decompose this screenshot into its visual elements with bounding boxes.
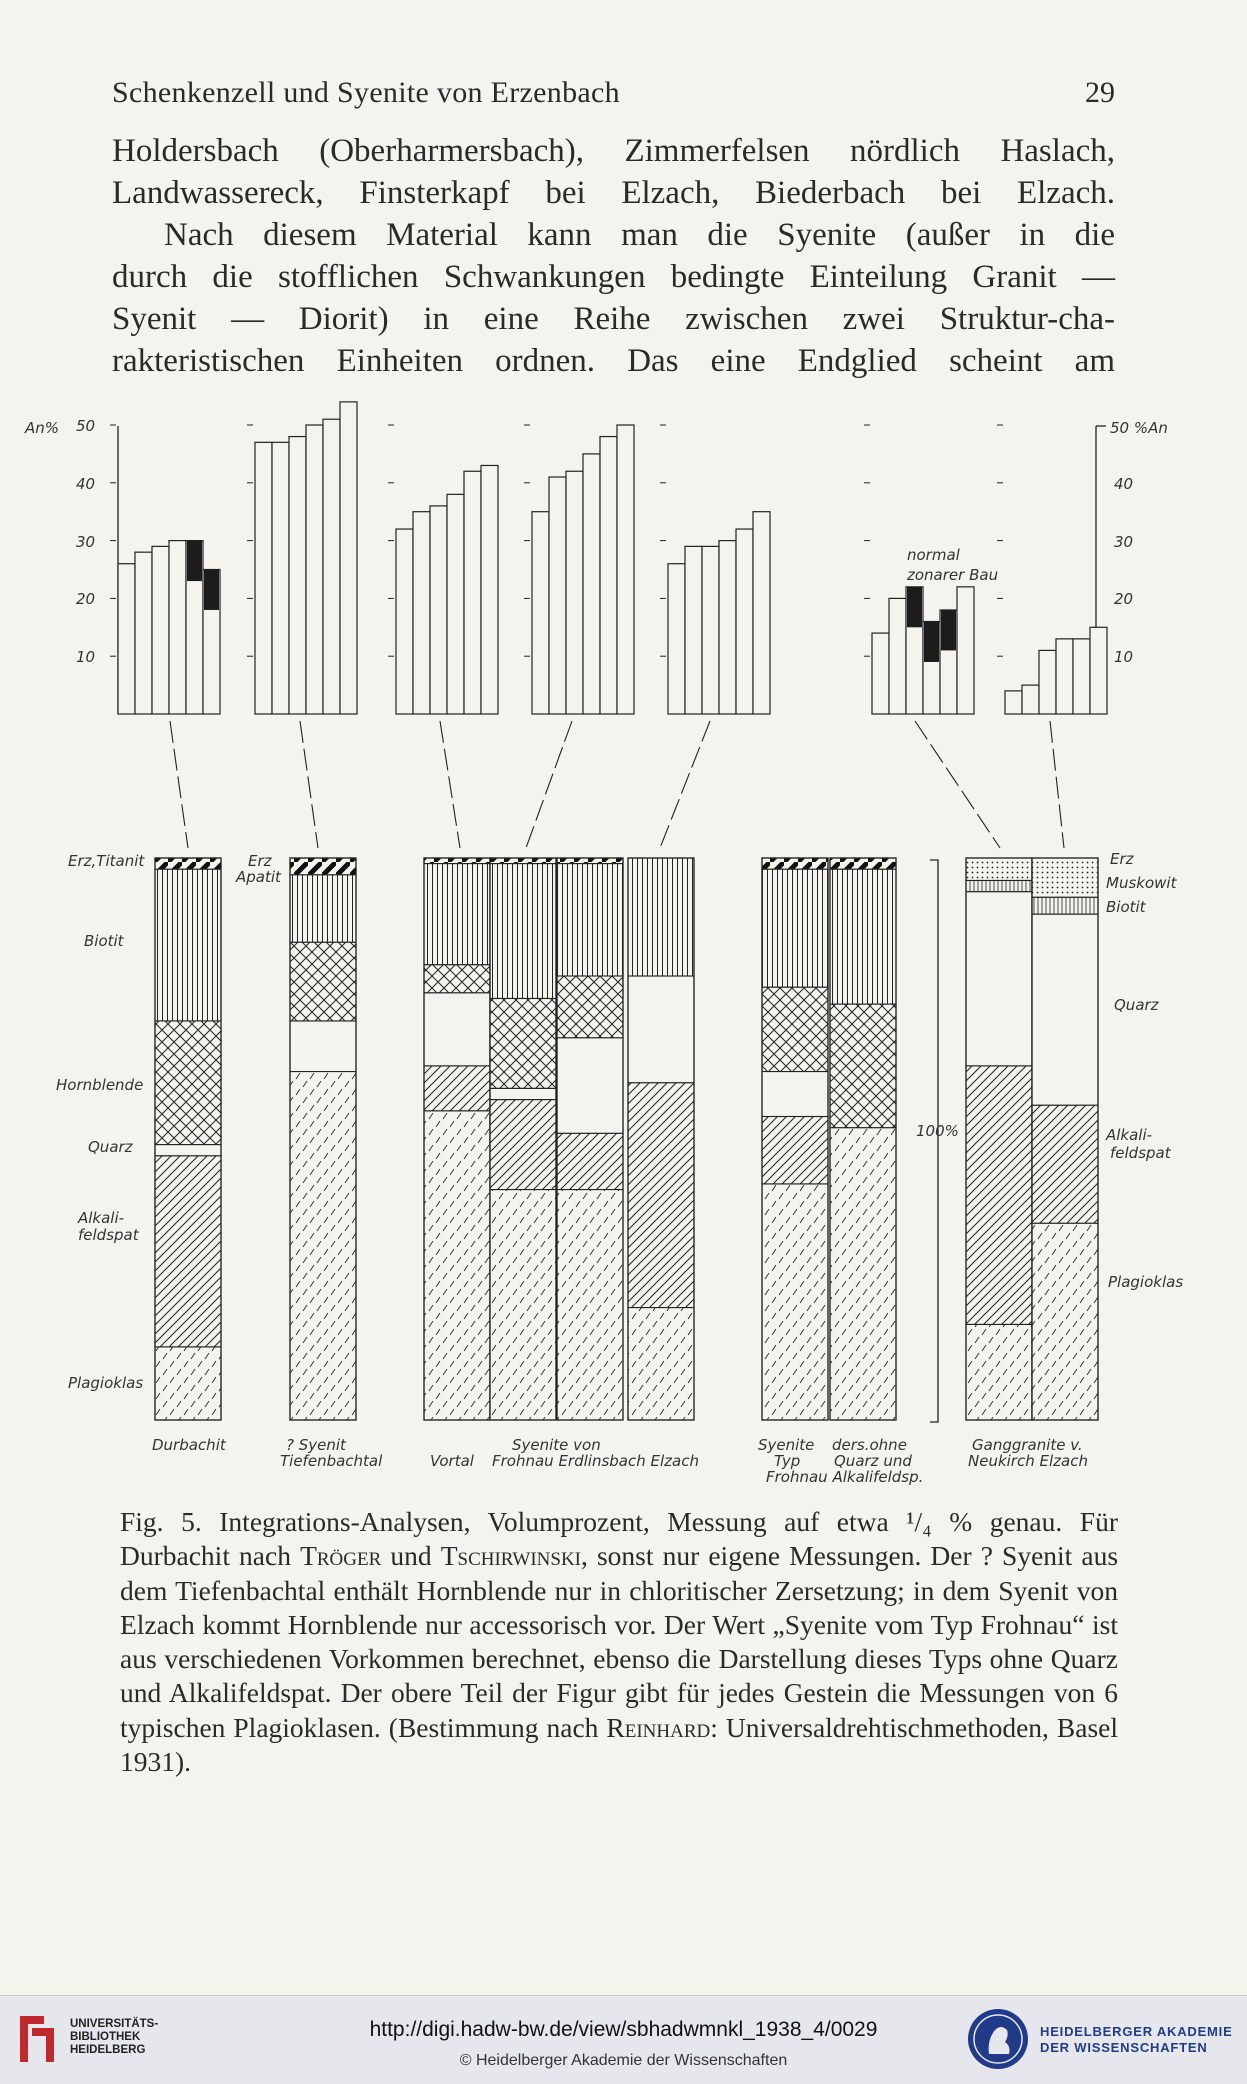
plagioclase-bar — [617, 425, 634, 714]
group-label-vortal: Vortal — [430, 1452, 474, 1470]
top-axis-left-unit: An% — [25, 419, 60, 437]
mineral-segment — [557, 1038, 623, 1134]
label-apatit: Apatit — [236, 868, 281, 886]
zoning-fill — [907, 587, 922, 627]
zoning-fill — [187, 541, 202, 581]
mineral-segment — [762, 858, 828, 869]
mineral-segment — [155, 1021, 221, 1145]
connector-line — [1050, 721, 1064, 848]
mineral-segment — [424, 864, 490, 965]
plagioclase-bar — [1056, 639, 1073, 714]
mineral-segment — [762, 869, 828, 987]
label-erz: Erz — [248, 852, 272, 870]
plagioclase-bar — [872, 633, 889, 714]
mineral-segment — [424, 1111, 490, 1420]
mineral-segment — [762, 1184, 828, 1420]
plagioclase-bar — [272, 442, 289, 714]
label-100-percent: 100% — [916, 1122, 959, 1140]
mineral-segment — [424, 965, 490, 993]
connector-line — [526, 721, 572, 848]
label-erz-titanit: Erz,Titanit — [68, 852, 145, 870]
plagioclase-bar — [600, 437, 617, 714]
running-title: Schenkenzell und Syenite von Erzenbach — [112, 76, 620, 109]
mineral-segment — [490, 1100, 556, 1190]
mineral-segment — [490, 999, 556, 1089]
connector-line — [915, 721, 1000, 848]
tick-right-20: 20 — [1114, 590, 1134, 608]
tick-30: 30 — [76, 533, 96, 551]
caption-end: : Universaldrehtischmethoden, Basel 1931). — [120, 1711, 1118, 1778]
mineral-segment — [762, 987, 828, 1071]
plagioclase-bar — [719, 541, 736, 714]
page-number: 29 — [1085, 76, 1115, 109]
body-line: durch die stofflichen Schwankungen bedingte Einteilung Granit — — [112, 259, 1115, 295]
library-name: UNIVERSITÄTS- BIBLIOTHEK HEIDELBERG — [70, 2018, 159, 2056]
author-troeger: Tröger — [300, 1540, 382, 1572]
plagioclase-bar — [481, 465, 498, 714]
plagioclase-bar — [1090, 627, 1107, 714]
tick-right-30: 30 — [1114, 533, 1134, 551]
plagioclase-bar — [1039, 650, 1056, 714]
viewer-footer — [0, 1995, 1247, 2084]
plagioclase-bar — [464, 471, 481, 714]
label-right-erz: Erz — [1110, 850, 1134, 868]
mineral-segment — [290, 1072, 356, 1420]
plagioclase-bar — [702, 546, 719, 714]
zoning-fill — [924, 622, 939, 662]
mineral-segment — [290, 858, 356, 875]
mineral-segment — [830, 858, 896, 869]
group-label-tiefenbachtal: Tiefenbachtal — [280, 1452, 383, 1470]
label-alkali: Alkali- — [78, 1209, 125, 1227]
mineral-segment — [762, 1072, 828, 1117]
plagioclase-bar — [549, 477, 566, 714]
annotation-zonar: zonarer Bau — [907, 566, 999, 584]
mineral-segment — [1032, 897, 1098, 914]
plagioclase-bar — [668, 564, 685, 714]
group-label-syenit-q: ? Syenit — [286, 1436, 346, 1454]
group-label-typ: Typ — [774, 1452, 801, 1470]
mineral-segment — [490, 1088, 556, 1099]
mineral-segment — [557, 1190, 623, 1420]
plagioclase-bar — [430, 506, 447, 714]
body-line: Landwassereck, Finsterkapf bei Elzach, Biederbach bei Elzach. — [112, 175, 1115, 211]
caption-line-2b: , sonst nur eigene — [581, 1540, 781, 1572]
plagioclase-bar — [323, 419, 340, 714]
mineral-segment — [155, 1156, 221, 1347]
zoning-fill — [941, 610, 956, 650]
mineral-segment — [628, 1308, 694, 1420]
label-feldspat: feldspat — [78, 1226, 139, 1244]
body-line: Nach diesem Material kann man die Syenite (außer in die — [164, 217, 1115, 253]
connector-line — [170, 721, 188, 848]
group-label-frohnau-erdl-elzach: Frohnau Erdlinsbach Elzach — [492, 1452, 699, 1470]
label-right-alkali: Alkali- — [1106, 1126, 1153, 1144]
mineral-segment — [966, 1066, 1032, 1325]
mineral-segment — [830, 869, 896, 1004]
plagioclase-bar — [889, 598, 906, 714]
mineral-segment — [155, 1347, 221, 1420]
group-label-neukirch-elzach: Neukirch Elzach — [968, 1452, 1088, 1470]
tick-right-40: 40 — [1114, 475, 1134, 493]
tick-20: 20 — [76, 590, 96, 608]
mineral-segment — [490, 864, 556, 999]
mineral-segment — [290, 1021, 356, 1072]
group-label-frohnau-alkali: Frohnau Alkalifeldsp. — [766, 1468, 924, 1486]
mineral-segment — [155, 1145, 221, 1156]
plagioclase-bar — [753, 512, 770, 714]
group-label-ders-ohne: ders.ohne — [832, 1436, 907, 1454]
mineral-segment — [628, 858, 694, 976]
mineral-segment — [1032, 858, 1098, 897]
mineral-segment — [966, 892, 1032, 1066]
mineral-segment — [557, 858, 623, 864]
plagioclase-bar — [957, 587, 974, 714]
label-right-quarz: Quarz — [1114, 996, 1159, 1014]
plagioclase-bar — [736, 529, 753, 714]
plagioclase-bar — [169, 541, 186, 714]
plagioclase-bar — [413, 512, 430, 714]
mineral-segment — [424, 858, 490, 864]
plagioclase-bar — [1022, 685, 1039, 714]
mineral-segment — [966, 1324, 1032, 1420]
mineral-segment — [155, 869, 221, 1021]
plagioclase-bar — [396, 529, 413, 714]
mineral-segment — [290, 942, 356, 1021]
figure-integration-analyses — [0, 400, 1247, 1500]
body-line: Syenit — Diorit) in eine Reihe zwischen zwei Struktur-cha- — [112, 301, 1115, 337]
label-biotit: Biotit — [84, 932, 124, 950]
author-tschirwinski: Tschirwinski — [440, 1540, 582, 1572]
annotation-normal: normal — [907, 546, 960, 564]
tick-right-10: 10 — [1114, 648, 1134, 666]
author-reinhard: Reinhard — [606, 1711, 711, 1743]
mineral-segment — [830, 1004, 896, 1128]
body-line: Holdersbach (Oberharmersbach), Zimmerfelsen nördlich Haslach, — [112, 133, 1115, 169]
mineral-segment — [557, 864, 623, 976]
zoning-fill — [204, 570, 219, 610]
mineral-segment — [290, 875, 356, 942]
label-right-plagioklas: Plagioklas — [1108, 1273, 1184, 1291]
top-axis-right-unit: 50 %An — [1110, 419, 1168, 437]
plagioclase-bar — [306, 425, 323, 714]
plagioclase-bar — [255, 442, 272, 714]
page-url-link[interactable]: http://digi.hadw-bw.de/view/sbhadwmnkl_1938_4/0029 — [369, 2018, 878, 2041]
connector-line — [660, 721, 710, 848]
plagioclase-bar — [118, 564, 135, 714]
tick-40: 40 — [76, 475, 96, 493]
mineral-segment — [628, 976, 694, 1083]
mineral-segment — [628, 1083, 694, 1308]
connector-line — [440, 721, 460, 848]
mineral-segment — [155, 858, 221, 869]
body-line: rakteristischen Einheiten ordnen. Das eine Endglied scheint am — [112, 343, 1115, 379]
plagioclase-bar — [340, 402, 357, 714]
group-label-durbachit: Durbachit — [152, 1436, 226, 1454]
mineral-segment — [424, 1066, 490, 1111]
mineral-segment — [1032, 1223, 1098, 1420]
group-label-syenite-typ: Syenite — [758, 1436, 815, 1454]
mineral-segment — [490, 1190, 556, 1420]
plagioclase-bar — [135, 552, 152, 714]
tick-50: 50 — [76, 417, 96, 435]
caption-line-1: Fig. 5. Integrations-Analysen, Volumprozent, Messung auf etwa ¹/₄ % — [120, 1506, 973, 1537]
label-quarz: Quarz — [88, 1138, 133, 1156]
caption-und: und — [390, 1540, 432, 1572]
group-label-ganggranite: Ganggranite v. — [972, 1436, 1083, 1454]
caption-line-2a: genau. Für Durbachit nach — [120, 1506, 1118, 1572]
mineral-segment — [966, 858, 1032, 880]
connector-line — [300, 721, 318, 848]
mineral-segment — [966, 880, 1032, 891]
bracket-100 — [930, 860, 938, 1422]
label-right-feldspat: feldspat — [1110, 1144, 1171, 1162]
mineral-segment — [762, 1117, 828, 1184]
label-plagioklas: Plagioklas — [68, 1374, 144, 1392]
academy-seal-icon[interactable] — [965, 2006, 1031, 2072]
plagioclase-bar — [152, 546, 169, 714]
plagioclase-bar — [532, 512, 549, 714]
tick-10: 10 — [76, 648, 96, 666]
label-right-muskowit: Muskowit — [1106, 874, 1177, 892]
plagioclase-bar — [289, 437, 306, 714]
label-hornblende: Hornblende — [56, 1076, 144, 1094]
mineral-segment — [557, 1133, 623, 1189]
figure-caption — [120, 1505, 1118, 1779]
plagioclase-bar — [1005, 691, 1022, 714]
plagioclase-bar — [583, 454, 600, 714]
mineral-segment — [490, 858, 556, 864]
plagioclase-bar — [447, 494, 464, 714]
mineral-segment — [830, 1128, 896, 1420]
academy-name: HEIDELBERGER AKADEMIE DER WISSENSCHAFTEN — [1040, 2024, 1233, 2055]
plagioclase-bar — [685, 546, 702, 714]
connector-lines — [170, 721, 1064, 848]
copyright-notice: © Heidelberger Akademie der Wissenschaften — [459, 2052, 788, 2069]
mineral-segment — [1032, 914, 1098, 1105]
mineral-segment — [557, 976, 623, 1038]
label-right-biotit: Biotit — [1106, 898, 1146, 916]
body-paragraph — [112, 130, 1115, 382]
group-label-quarz-und: Quarz und — [834, 1452, 912, 1470]
caption-rest: Messungen. Der ? Syenit aus dem Tiefenbachtal enthält Hornblende nur in chloritischer Zersetzung; in dem Syenit von Elzach kommt Hornblende nur accessorisch vor. Der Wert „Syenite vom Typ Frohnau“ ist aus verschiedenen Vorkommen berechnet, ebenso die Darstellung dieses Typs ohne Quarz und Alkalifeldspat. Der obere Teil der Figur gibt für jedes Gestein die Messungen von 6 typischen Plagioklasen. (Bestimmung nach — [120, 1540, 1119, 1743]
plagioclase-bar — [566, 471, 583, 714]
plagioclase-bar — [1073, 639, 1090, 714]
group-label-syenite-von: Syenite von — [512, 1436, 601, 1454]
mineral-segment — [424, 993, 490, 1066]
mineral-segment — [1032, 1105, 1098, 1223]
